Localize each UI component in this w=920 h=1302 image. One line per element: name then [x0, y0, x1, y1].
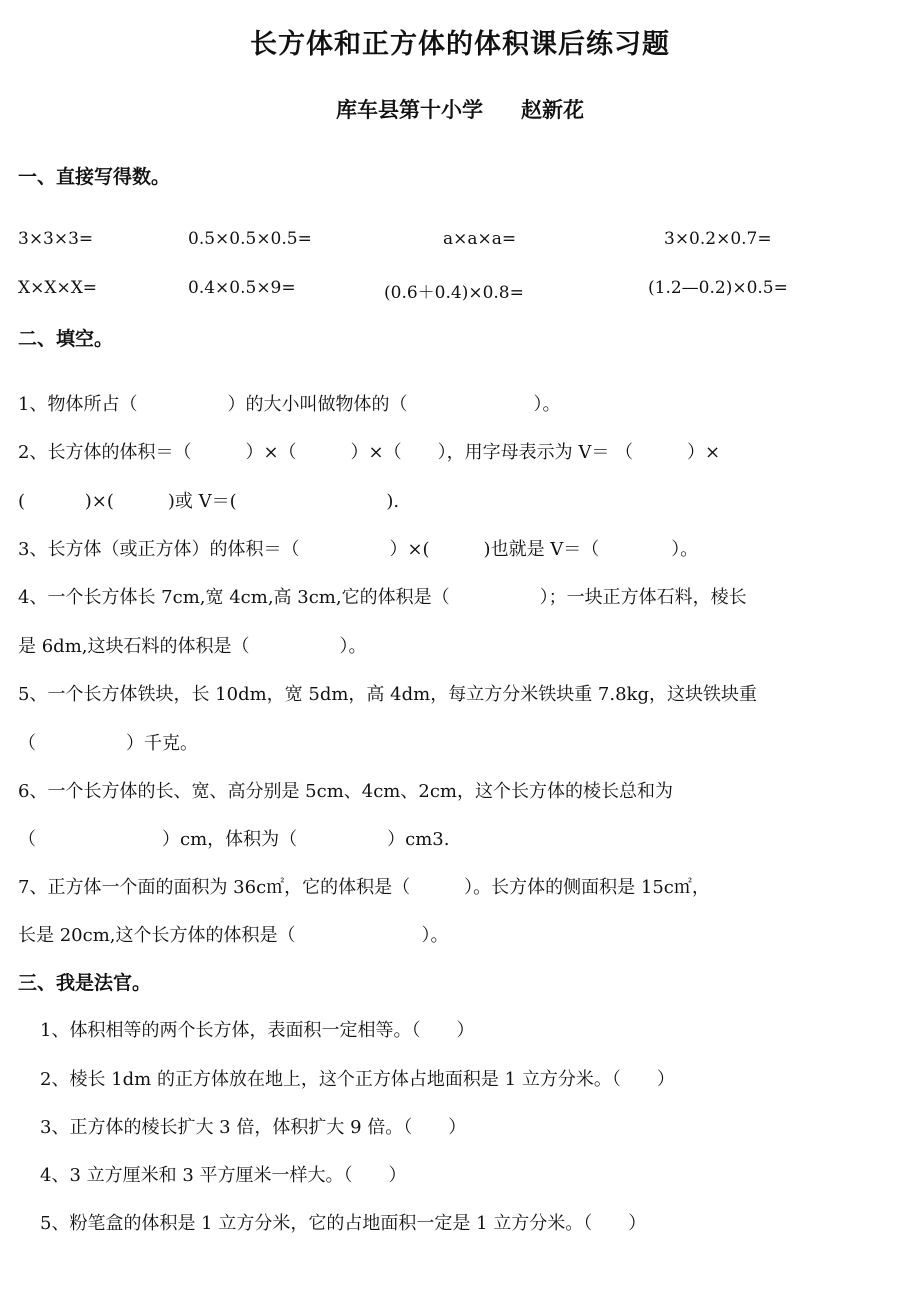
- fill-question: 1、物体所占（ ）的大小叫做物体的（ ）。: [18, 394, 561, 415]
- calc-item: X×X×X=: [18, 278, 98, 298]
- fill-question: 3、长方体（或正方体）的体积＝（ ）×( )也就是 V＝（ ）。: [18, 539, 699, 560]
- calc-item: 3×3×3=: [18, 229, 94, 249]
- section-heading-true-false: 三、我是法官。: [18, 972, 152, 994]
- fill-question: 2、长方体的体积＝（ ）×（ ）×（ ），用字母表示为 V＝ （ ）×: [18, 442, 721, 463]
- judge-item: 5、粉笔盒的体积是 1 立方分米，它的占地面积一定是 1 立方分米。（ ）: [40, 1213, 647, 1234]
- fill-question-continued: （ ）千克。: [18, 733, 198, 754]
- author-name: 赵新花: [521, 97, 584, 122]
- fill-question: 6、一个长方体的长、宽、高分别是 5cm、4cm、2cm，这个长方体的棱长总和为: [18, 781, 673, 802]
- school-name: 库车县第十小学: [336, 97, 483, 122]
- calc-item: (1.2—0.2)×0.5=: [648, 278, 788, 298]
- section-heading-direct-answers: 一、直接写得数。: [18, 166, 171, 188]
- calc-item: 0.5×0.5×0.5=: [188, 229, 312, 249]
- fill-question: 5、一个长方体铁块，长 10dm，宽 5dm，高 4dm，每立方分米铁块重 7.8kg，这块铁块重: [18, 684, 757, 705]
- fill-question-continued: 是 6dm,这块石料的体积是（ ）。: [18, 636, 367, 657]
- section-heading-fill-blanks: 二、填空。: [18, 328, 114, 350]
- judge-item: 2、棱长 1dm 的正方体放在地上，这个正方体占地面积是 1 立方分米。（ ）: [40, 1069, 675, 1090]
- author-line: [0, 94, 920, 124]
- calc-item: 0.4×0.5×9=: [188, 278, 296, 298]
- page-title: 长方体和正方体的体积课后练习题: [250, 29, 670, 60]
- calc-item: a×a×a=: [443, 229, 517, 249]
- fill-question: 7、正方体一个面的面积为 36c㎡，它的体积是（ ）。长方体的侧面积是 15c㎡，: [18, 877, 710, 898]
- fill-question-continued: ( )×( )或 V＝( ).: [18, 491, 400, 512]
- fill-question-continued: （ ）cm，体积为（ ）cm3.: [18, 829, 450, 850]
- judge-item: 1、体积相等的两个长方体，表面积一定相等。（ ）: [40, 1020, 475, 1041]
- calc-item: (0.6＋0.4)×0.8=: [384, 283, 524, 303]
- judge-item: 4、3 立方厘米和 3 平方厘米一样大。（ ）: [40, 1165, 407, 1186]
- fill-question-continued: 长是 20cm,这个长方体的体积是（ ）。: [18, 925, 449, 946]
- fill-question: 4、一个长方体长 7cm,宽 4cm,高 3cm,它的体积是（ ）；一块正方体石料，棱长: [18, 587, 747, 608]
- judge-item: 3、正方体的棱长扩大 3 倍，体积扩大 9 倍。（ ）: [40, 1117, 467, 1138]
- calc-item: 3×0.2×0.7=: [664, 229, 772, 249]
